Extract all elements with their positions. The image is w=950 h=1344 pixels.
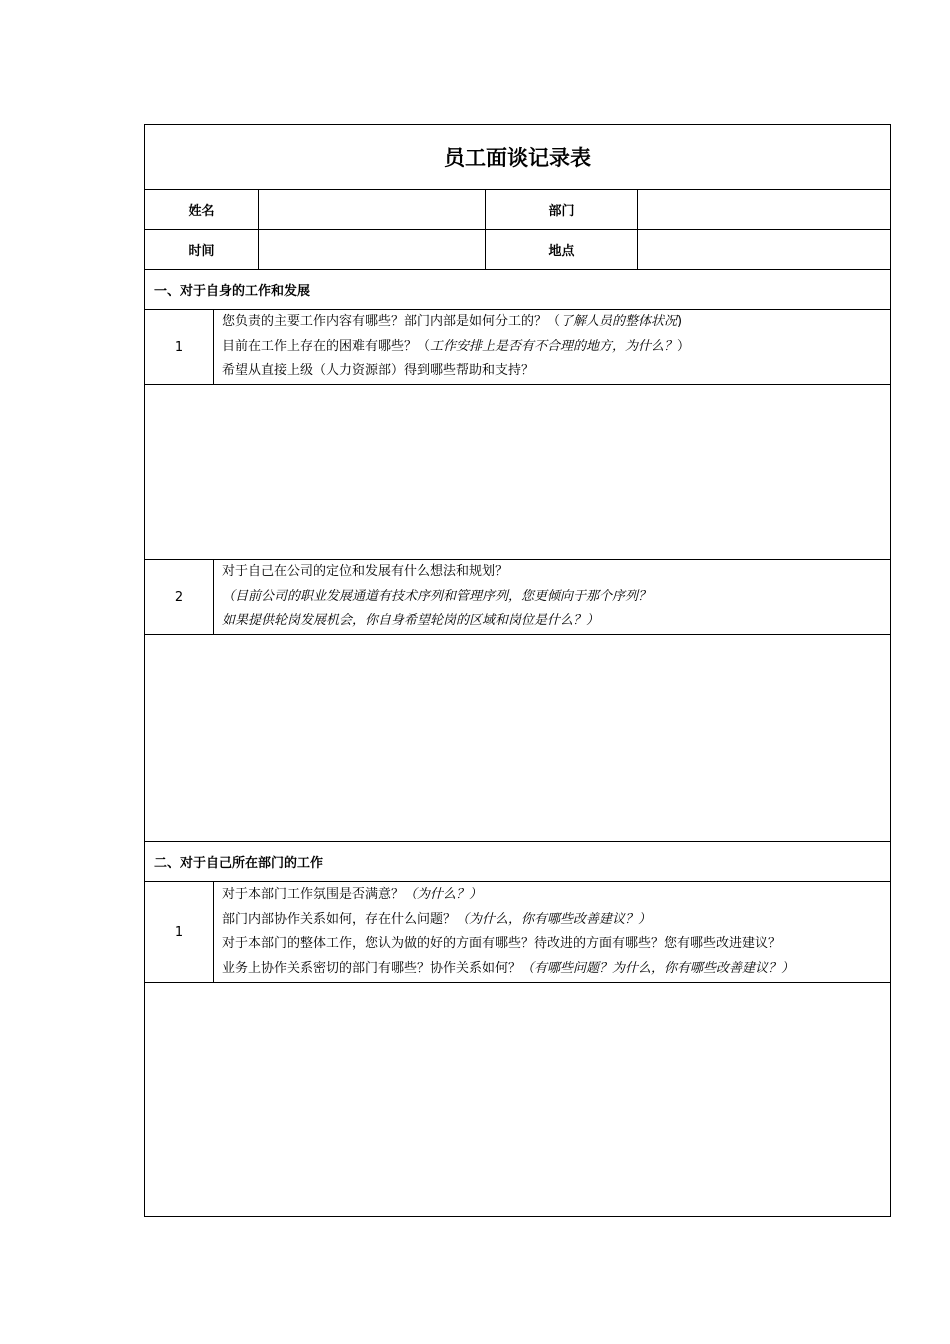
- question-number: 2: [145, 560, 214, 635]
- question-line: 对于自己在公司的定位和发展有什么想法和规划？: [222, 564, 509, 580]
- section1-heading-row: [145, 270, 891, 310]
- form-title: 员工面谈记录表: [145, 125, 891, 190]
- section1-q2-row: [145, 560, 891, 635]
- question-line: 目前在工作上存在的困难有哪些？（工作安排上是否有不合理的地方，为什么？）: [222, 338, 691, 354]
- interview-record-form: [144, 124, 891, 1217]
- question-text: [214, 882, 891, 983]
- question-line: 对于本部门的整体工作，您认为做的好的方面有哪些？待改进的方面有哪些？您有哪些改进建议？: [222, 936, 782, 951]
- time-field[interactable]: [259, 230, 486, 270]
- info-row-name-dept: [145, 190, 891, 230]
- answer-area[interactable]: [145, 635, 891, 842]
- time-label: 时间: [145, 230, 259, 270]
- question-number: 1: [145, 310, 214, 385]
- name-field[interactable]: [259, 190, 486, 230]
- answer-area[interactable]: [145, 983, 891, 1217]
- section2-q1-answer-row: [145, 983, 891, 1217]
- question-line: 业务上协作关系密切的部门有哪些？协作关系如何？（有哪些问题？为什么，你有哪些改善建议？）: [222, 960, 795, 976]
- answer-area[interactable]: [145, 385, 891, 560]
- question-line: 如果提供轮岗发展机会，你自身希望轮岗的区域和岗位是什么？）: [222, 613, 600, 629]
- section2-heading-row: [145, 842, 891, 882]
- section1-q2-answer-row: [145, 635, 891, 842]
- section-heading: 一、对于自身的工作和发展: [145, 270, 891, 310]
- question-line: 您负责的主要工作内容有哪些？部门内部是如何分工的？（了解人员的整体状况): [222, 314, 683, 330]
- section1-q1-answer-row: [145, 385, 891, 560]
- question-number: 1: [145, 882, 214, 983]
- place-label: 地点: [486, 230, 638, 270]
- section-heading: 二、对于自己所在部门的工作: [145, 842, 891, 882]
- question-text: [214, 310, 891, 385]
- question-text: [214, 560, 891, 635]
- dept-field[interactable]: [638, 190, 891, 230]
- section1-q1-row: [145, 310, 891, 385]
- info-row-time-place: [145, 230, 891, 270]
- place-field[interactable]: [638, 230, 891, 270]
- question-line: （目前公司的职业发展通道有技术序列和管理序列，您更倾向于那个序列？: [222, 588, 652, 604]
- name-label: 姓名: [145, 190, 259, 230]
- dept-label: 部门: [486, 190, 638, 230]
- title-row: [145, 125, 891, 190]
- question-line: 部门内部协作关系如何，存在什么问题？（为什么，你有哪些改善建议？）: [222, 911, 652, 927]
- section2-q1-row: [145, 882, 891, 983]
- question-line: 对于本部门工作氛围是否满意？（为什么？）: [222, 887, 483, 902]
- question-line: 希望从直接上级（人力资源部）得到哪些帮助和支持？: [222, 363, 535, 379]
